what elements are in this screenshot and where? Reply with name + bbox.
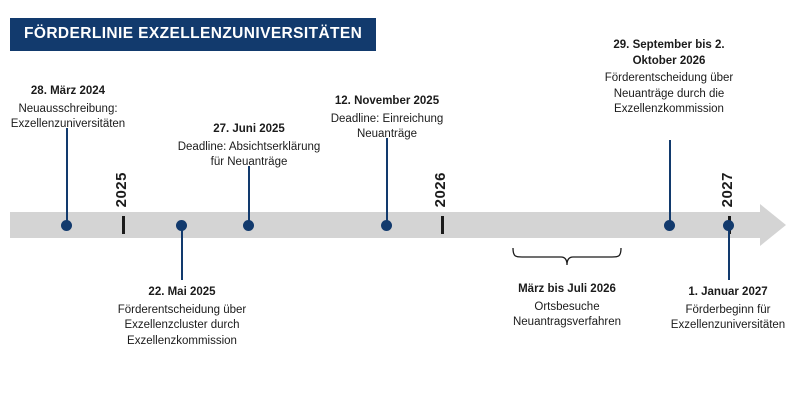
event-stem-3: [248, 166, 250, 222]
page-title: FÖRDERLINIE EXZELLENZUNIVERSITÄTEN: [10, 18, 376, 51]
period-brace-icon: [512, 248, 622, 266]
year-label-2025: 2025: [113, 172, 130, 208]
period-label: [497, 282, 637, 331]
event-description-6: Förderbeginn für Exzellenzuniversitäten: [670, 303, 786, 332]
event-label-5: [592, 38, 746, 118]
event-label-4: [318, 94, 456, 143]
timeline-arrow-icon: [760, 204, 786, 246]
event-description-3: Deadline: Absichtserklärung für Neuanträge: [177, 140, 321, 169]
event-date-5: 29. September bis 2. Oktober 2026: [613, 39, 725, 67]
event-description-5: Förderentscheidung über Neuanträge durch die Exzellenzkommission: [604, 72, 734, 116]
period-description: Ortsbesuche Neuantragsverfahren: [512, 300, 622, 329]
event-stem-1: [66, 128, 68, 222]
event-label-6: [660, 285, 796, 334]
year-tick-2026: [441, 216, 444, 234]
event-date-4: 12. November 2025: [334, 95, 440, 107]
event-label-2: [110, 285, 254, 349]
event-label-3: [170, 122, 328, 171]
event-description-2: Förderentscheidung über Exzellenzcluster durch Exzellenzkommission: [117, 303, 247, 347]
event-date-2: 22. Mai 2025: [148, 286, 216, 298]
year-tick-2025: [122, 216, 125, 234]
event-date-6: 1. Januar 2027: [688, 286, 768, 298]
event-stem-2: [181, 228, 183, 280]
year-label-2027: 2027: [719, 172, 736, 208]
period-date: März bis Juli 2026: [518, 283, 616, 295]
event-stem-5: [669, 140, 671, 222]
year-label-2026: 2026: [432, 172, 449, 208]
event-description-4: Deadline: Einreichung Neuanträge: [330, 112, 444, 141]
event-stem-4: [386, 138, 388, 222]
event-date-3: 27. Juni 2025: [213, 123, 285, 135]
event-description-1: Neuausschreibung: Exzellenzuniversitäten: [10, 102, 126, 131]
event-label-1: [2, 84, 134, 133]
event-date-1: 28. März 2024: [30, 85, 106, 97]
event-stem-6: [728, 228, 730, 280]
